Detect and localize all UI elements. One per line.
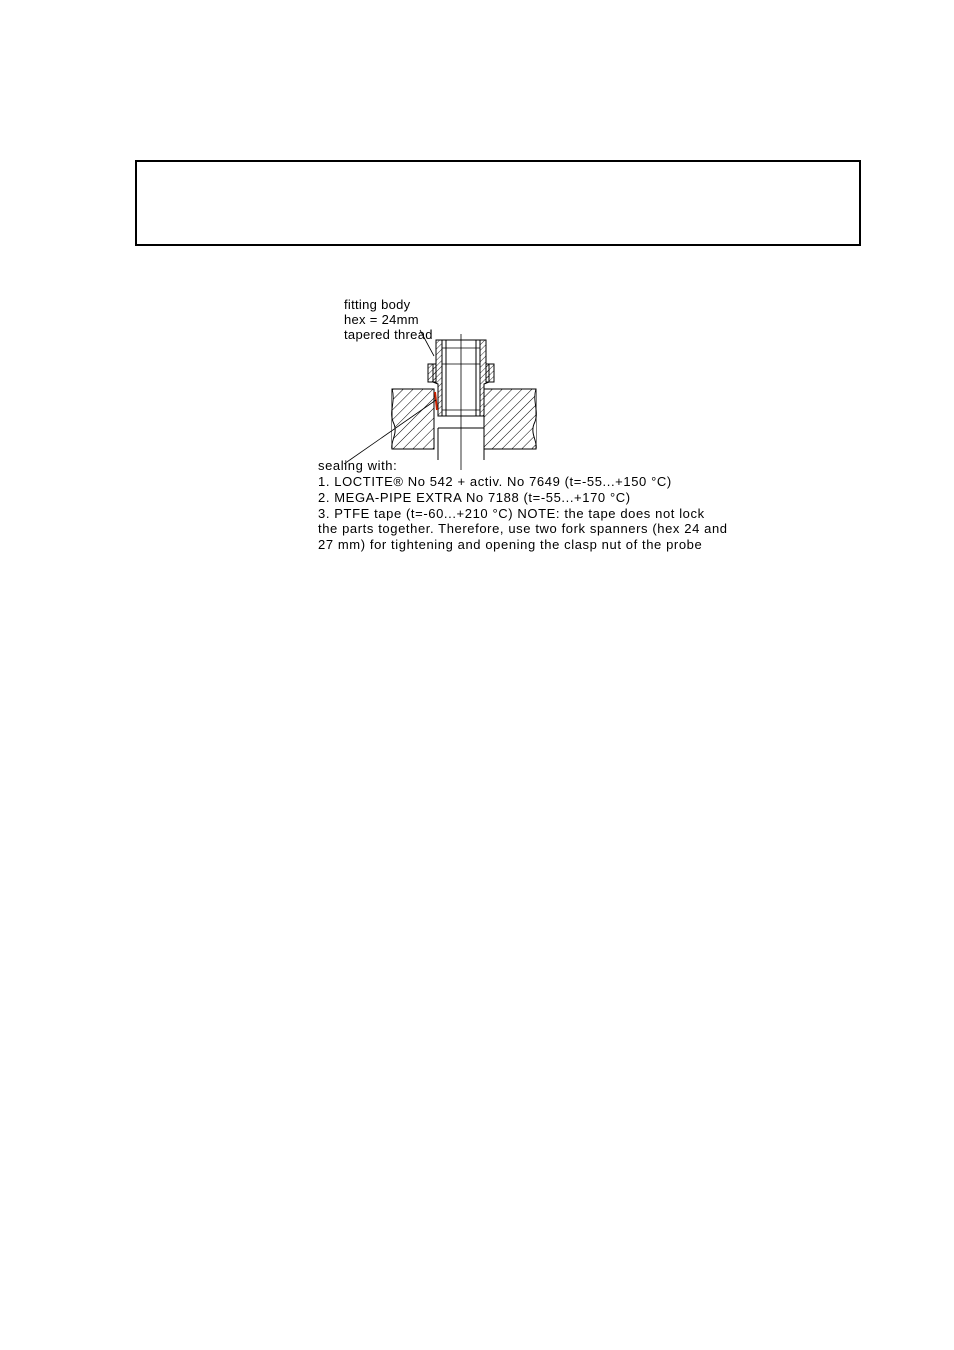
- sealant-marks: [435, 392, 437, 410]
- tapered-thread-label: tapered thread: [344, 327, 433, 342]
- note-box: [135, 160, 861, 246]
- sealing-item-2: 2. MEGA-PIPE EXTRA No 7188 (t=-55...+170 °C): [318, 490, 631, 505]
- sealing-item-3: 3. PTFE tape (t=-60...+210 °C) NOTE: the tape does not lock: [318, 506, 705, 521]
- sealing-item-3-continued-2: 27 mm) for tightening and opening the clasp nut of the probe: [318, 537, 703, 552]
- process-wall: [392, 389, 537, 449]
- sealing-heading: sealing with:: [318, 458, 398, 473]
- sealing-item-3-continued-1: the parts together. Therefore, use two fork spanners (hex 24 and: [318, 521, 728, 536]
- fitting-body-label: fitting body: [344, 297, 411, 312]
- hex-size-label: hex = 24mm: [344, 312, 419, 327]
- fitting-installation-diagram: [312, 292, 812, 554]
- sealing-item-1: 1. LOCTITE® No 542 + activ. No 7649 (t=-55...+150 °C): [318, 474, 672, 489]
